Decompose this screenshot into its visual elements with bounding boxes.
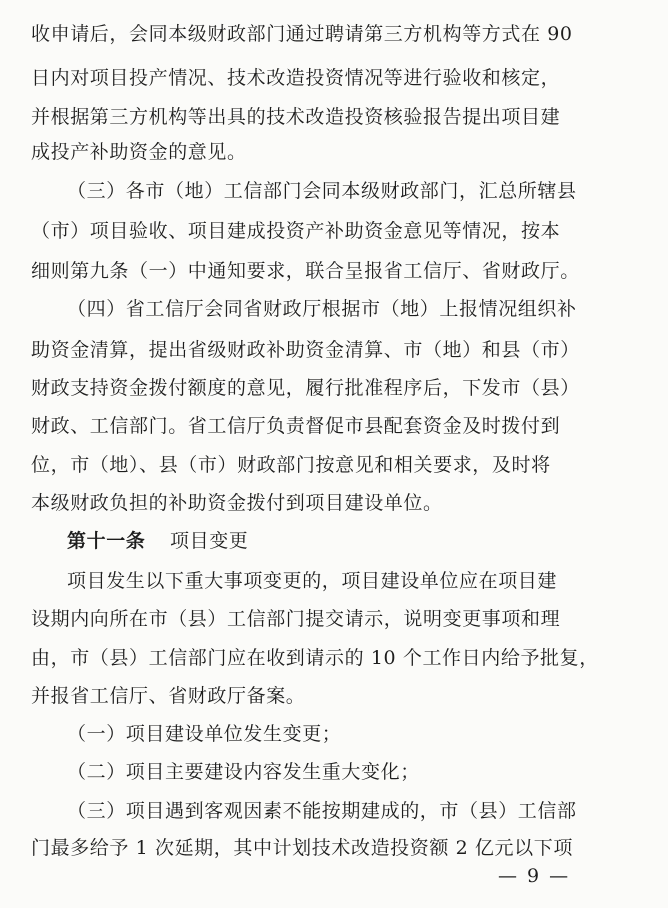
text-line: （三）项目遇到客观因素不能按期建成的，市（县）工信部 bbox=[67, 800, 577, 822]
text-line: （二）项目主要建设内容发生重大变化； bbox=[67, 761, 420, 783]
text-line: 细则第九条（一）中通知要求，联合呈报省工信厅、省财政厅。 bbox=[31, 260, 580, 282]
article-number: 第十一条 bbox=[67, 530, 146, 552]
text-line: 本级财政负担的补助资金拨付到项目建设单位。 bbox=[31, 492, 443, 514]
text-line: （三）各市（地）工信部门会同本级财政部门，汇总所辖县 bbox=[67, 180, 577, 202]
text-line: 并报省工信厅、省财政厅备案。 bbox=[31, 685, 306, 707]
article-heading: 项目变更 bbox=[170, 530, 249, 552]
text-line: 门最多给予 1 次延期，其中计划技术改造投资额 2 亿元以下项 bbox=[31, 837, 573, 859]
text-line: （市）项目验收、项目建成投资产补助资金意见等情况，按本 bbox=[31, 220, 561, 242]
page-number: — 9 — bbox=[498, 865, 571, 887]
text-line: 助资金清算，提出省级财政补助资金清算、市（地）和县（市） bbox=[31, 339, 580, 361]
text-line: （一）项目建设单位发生变更； bbox=[67, 723, 342, 745]
text-line: 日内对项目投产情况、技术改造投资情况等进行验收和核定， bbox=[31, 67, 561, 89]
text-line: 成投产补助资金的意见。 bbox=[31, 141, 247, 163]
text-line: （四）省工信厅会同省财政厅根据市（地）上报情况组织补 bbox=[67, 298, 577, 320]
text-line: 设期内向所在市（县）工信部门提交请示，说明变更事项和理 bbox=[31, 608, 561, 630]
text-line: 收申请后，会同本级财政部门通过聘请第三方机构等方式在 90 bbox=[31, 23, 573, 45]
text-line: 财政、工信部门。省工信厅负责督促市县配套资金及时拨付到 bbox=[31, 415, 561, 437]
text-line: 由，市（县）工信部门应在收到请示的 10 个工作日内给予批复， bbox=[31, 647, 599, 669]
text-line: 并根据第三方机构等出具的技术改造投资核验报告提出项目建 bbox=[31, 106, 561, 128]
text-line: 位，市（地）、县（市）财政部门按意见和相关要求，及时将 bbox=[31, 454, 551, 476]
text-line: 项目发生以下重大事项变更的，项目建设单位应在项目建 bbox=[67, 570, 558, 592]
text-line: 财政支持资金拨付额度的意见，履行批准程序后，下发市（县） bbox=[31, 377, 580, 399]
